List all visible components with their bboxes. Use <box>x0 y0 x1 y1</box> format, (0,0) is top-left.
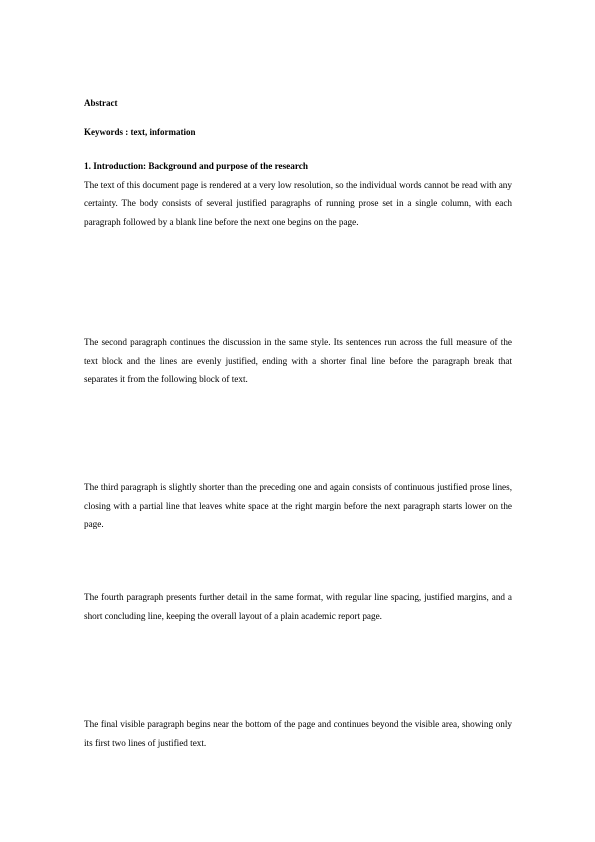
document-keywords: Keywords : text, information <box>84 127 196 137</box>
paragraph: The final visible paragraph begins near the bottom of the page and continues beyond the visible area, showing only its first two lines of justified text. <box>84 719 512 748</box>
paragraph: The text of this document page is rendered at a very low resolution, so the individual words cannot be read with any certainty. The body consists of several justified paragraphs of running prose set in a single column, with each paragraph followed by a blank line before the next one begins on the page. <box>84 179 512 227</box>
paragraph: The second paragraph continues the discussion in the same style. Its sentences run across the full measure of the text block and the lines are evenly justified, ending with a shorter final line before the paragraph break that separates it from the following block of text. <box>84 337 512 385</box>
paragraph: The fourth paragraph presents further detail in the same format, with regular line spacing, justified margins, and a short concluding line, keeping the overall layout of a plain academic report page. <box>84 592 512 621</box>
section-intro <box>84 157 512 231</box>
section-title: 1. Introduction: Background and purpose of the research <box>84 161 308 171</box>
document-label: Abstract <box>84 98 118 108</box>
paragraph: The third paragraph is slightly shorter than the preceding one and again consists of continuous justified prose lines, closing with a partial line that leaves white space at the right margin before the next paragraph starts lower on the page. <box>84 482 512 530</box>
